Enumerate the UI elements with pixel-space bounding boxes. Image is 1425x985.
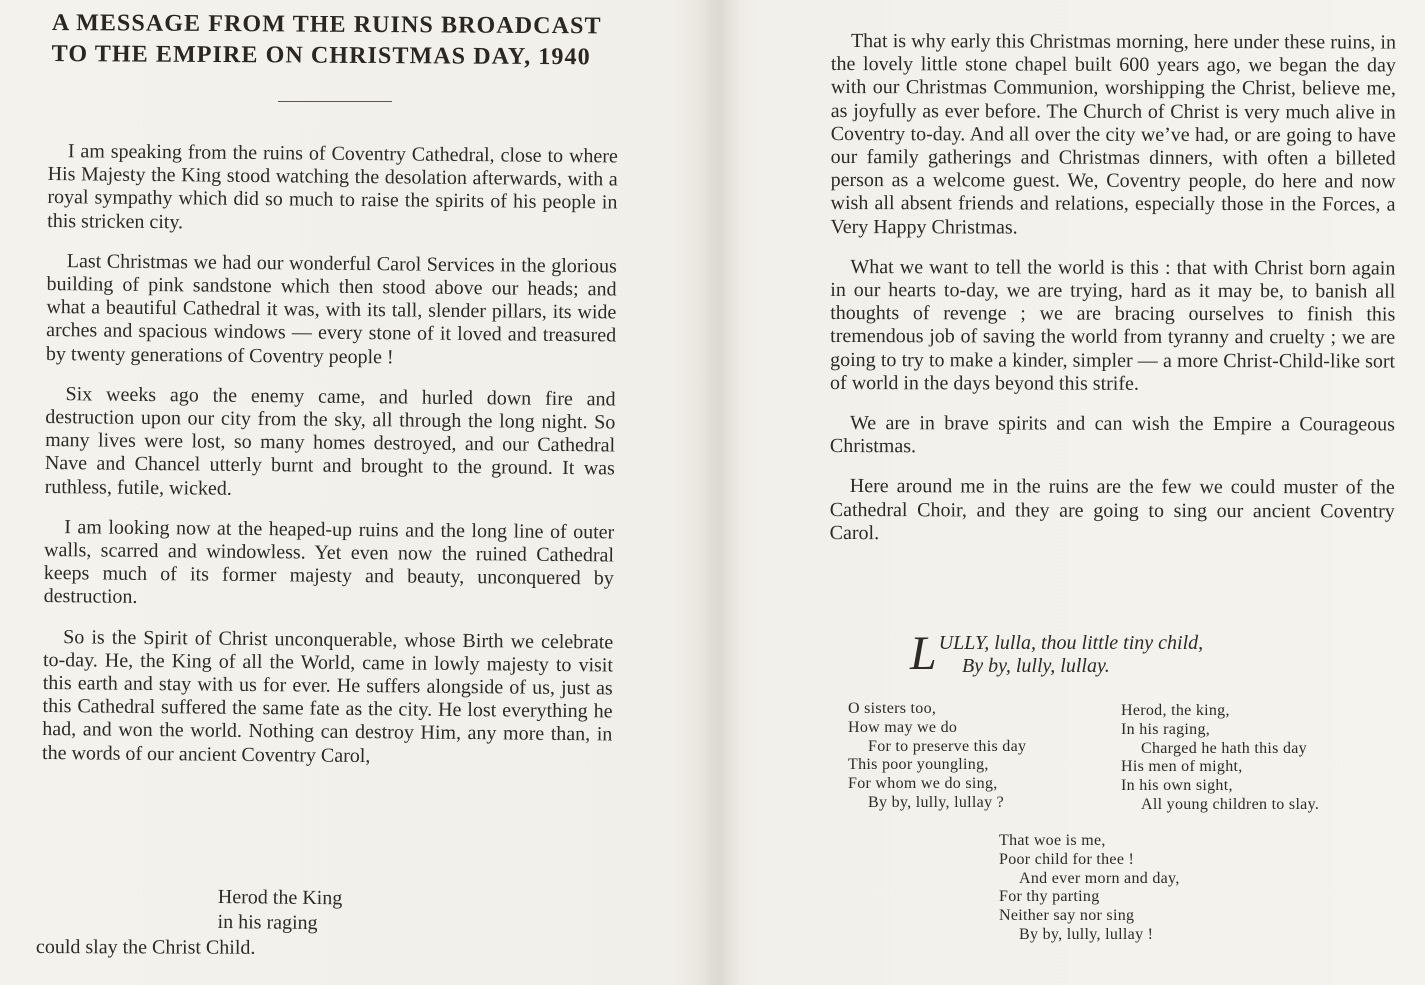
drop-cap-letter: L: [910, 627, 937, 680]
left-body-text: [42, 140, 618, 787]
stanza-line: Herod, the king,: [1121, 702, 1230, 719]
stanza-line: His men of might,: [1121, 758, 1243, 776]
title-divider: [278, 101, 392, 102]
book-gutter: [700, 0, 740, 985]
title-line-2: TO THE EMPIRE ON CHRISTMAS DAY, 1940: [51, 40, 591, 71]
paragraph-5: So is the Spirit of Christ unconquerable, whose Birth we celebrate to-day. He, the King of all the World, came in lowly majesty to visit this earth and stay with us for ever. He suffers alongside of us, just as this Cathedral suffered the same fate as the city. He lost everything he had, and won the world. Nothing can destroy Him, any more than, in the words of our ancient Coventry Carol,: [42, 625, 614, 767]
stanza-line: Neither say nor sing: [999, 907, 1135, 925]
stanza-line: Charged he hath this day: [1141, 739, 1307, 757]
stanza-line: In his own sight,: [1121, 777, 1233, 795]
carol-refrain: [910, 627, 1204, 680]
stanza-line: For thy parting: [999, 888, 1100, 906]
stanza-line: O sisters too,: [848, 700, 937, 717]
stanza-line: How may we do: [848, 718, 958, 736]
stanza-line: By by, lully, lullay !: [1019, 925, 1154, 943]
title-line-1: A MESSAGE FROM THE RUINS BROADCAST: [51, 9, 602, 40]
stanza-line: That woe is me,: [999, 832, 1106, 849]
stanza-line: Poor child for thee !: [999, 850, 1135, 868]
carol-stanza-3: [999, 832, 1180, 945]
carol-stanza-2: [1121, 702, 1319, 815]
paragraph-3: Six weeks ago the enemy came, and hurled down fire and destruction upon our city from the sky, all through the long night. So many lives were lost, so many homes destroyed, and our Cathedral Nave and Chancel utterly burnt and brought to the ground. It was ruthless, futile, wicked.: [44, 383, 616, 500]
stanza-line: All young children to slay.: [1141, 795, 1320, 813]
stanza-line: In his raging,: [1121, 720, 1211, 738]
closing-line: could slay the Christ Child.: [35, 936, 256, 959]
paragraph-4: I am looking now at the heaped-up ruins and the long line of outer walls, scarred and windowless. Yet even now the ruined Cathedral keeps much of its former majesty and beauty, unconquered by destruction.: [43, 516, 615, 609]
carol-quote-line-1: Herod the King: [217, 885, 343, 910]
stanza-line: This poor youngling,: [848, 756, 989, 774]
carol-stanza-1: [848, 700, 1026, 813]
stanza-line: For to preserve this day: [868, 737, 1027, 755]
stanza-line: For whom we do sing,: [848, 775, 998, 793]
refrain-line-2: By by, lully, lullay.: [962, 655, 1110, 677]
right-body-text: [830, 30, 1396, 564]
paragraph-1: I am speaking from the ruins of Coventry Cathedral, close to where His Majesty the King stood watching the desolation afterwards, with a royal sympathy which did so much to raise the spirits of his people in this stricken city.: [47, 140, 618, 233]
stanza-line: By by, lully, lullay ?: [868, 793, 1005, 811]
left-page: [0, 0, 700, 985]
paragraph-7: What we want to tell the world is this : that with Christ born again in our hearts to-day, we are trying, hard as it may be, to banish all thoughts of revenge ; we are bracing ourselves to finish this tremendous job of saving the world from tyranny and cruelty ; we are going to try to make a kinder, simpler — a more Christ-Child-like sort of world in the days beyond this strife.: [830, 255, 1396, 395]
right-page: [735, 0, 1425, 985]
carol-quote: [217, 885, 342, 936]
page-title: [52, 8, 632, 74]
paragraph-9: Here around me in the ruins are the few we could muster of the Cathedral Choir, and they are going to sing our ancient Coventry Carol.: [829, 475, 1395, 544]
carol-quote-line-2: in his raging: [217, 910, 318, 935]
stanza-line: And ever morn and day,: [1019, 869, 1180, 887]
paragraph-6: That is why early this Christmas morning, here under these ruins, in the lovely little stone chapel built 600 years ago, we began the day with our Christmas Communion, worshipping the Christ, believe me, as joyfully as ever before. The Church of Christ is very much alive in Coventry to-day. And all over the city we’ve had, or are going to have our family gatherings and Christmas dinners, with often a billeted person as a welcome guest. We, Coventry people, do here and now wish all absent friends and relations, especially those in the Forces, a Very Happy Christmas.: [830, 30, 1396, 239]
paragraph-8: We are in brave spirits and can wish the Empire a Courageous Christmas.: [829, 412, 1395, 458]
paragraph-2: Last Christmas we had our wonderful Carol Services in the glorious building of pink sandstone which then stood above our heads; and what a beautiful Cathedral it was, with its tall, slender pillars, its wide arches and spacious windows — every stone of it loved and treasured by twenty generations of Coventry people !: [45, 249, 617, 368]
refrain-line-1: ULLY, lulla, thou little tiny child,: [938, 632, 1204, 654]
